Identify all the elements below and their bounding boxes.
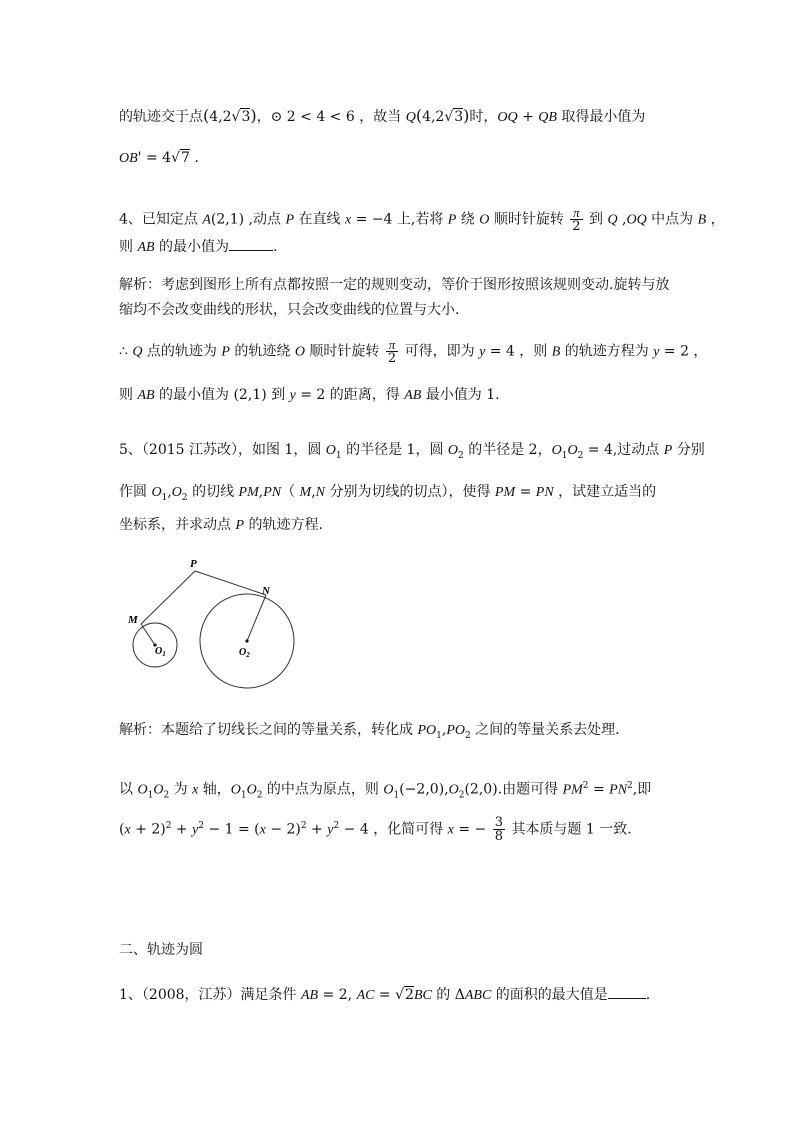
- text-line-1: 的轨迹交于点(4,2√3)，⊙ 2 < 4 < 6 ，故当 Q(4,2√3)时，OQ + QB 取得最小值为: [119, 106, 646, 125]
- point-o2: [245, 639, 248, 642]
- label-o2: $O_2$: [239, 647, 250, 659]
- text-line-6: 缩均不会改变曲线的形状，只会改变曲线的位置与大小.: [119, 302, 460, 318]
- label-o1: $O_1$: [155, 646, 166, 658]
- radius-o1m: [141, 624, 155, 645]
- text-line-3: 4、已知定点 A(2,1) ,动点 P 在直线 x = −4 上,若将 P 绕 O 顺时针旋转 $\frac{\pi}{2}$ 到 Q ,OQ 中点为 B ，: [119, 205, 725, 234]
- label-n: N: [262, 585, 270, 597]
- text-line-2: OB' = 4√7 .: [119, 150, 199, 166]
- tangent-pn: [195, 571, 266, 595]
- text-line-9: 5、（2015 江苏改），如图 1，圆 $O_1$ 的半径是 1，圆 $O_2$ 的半径是 2，$O_1O_2 = 4$,过动点 P 分别: [119, 442, 705, 461]
- label-p: P: [190, 558, 197, 570]
- tangent-pm: [141, 571, 195, 624]
- text-line-16: 1、（2008，江苏）满足条件 AB = 2, AC = √2BC 的 ΔABC 的面积的最大值是 .: [119, 987, 651, 1003]
- text-line-8: 则 AB 的最小值为 (2,1) 到 y = 2 的距离，得 AB 最小值为 1.: [119, 387, 500, 403]
- figure-tangent-circles: [115, 553, 315, 693]
- radius-o2n: [247, 595, 266, 641]
- text-line-14: $(x + 2)^2 + y^2 - 1 = (x - 2)^2 + y^2 - 4$ ，化简可得 x = − $\frac{3}{8}$ 其本质与题 1 一致.: [119, 815, 632, 845]
- text-line-5: 解析：考虑到图形上所有点都按照一定的规则变动，等价于图形按照该规则变动.旋转与放: [119, 277, 670, 293]
- section-heading: 二、轨迹为圆: [119, 942, 203, 958]
- text-line-7: ∴ Q 点的轨迹为 P 的轨迹绕 O 顺时针旋转 $\frac{\pi}{2}$ 可得，即为 y = 4 ，则 B 的轨迹方程为 y = 2 ，: [119, 337, 708, 366]
- text-line-10: 作圆 $O_1,O_2$ 的切线 PM,PN（ M,N 分别为切线的切点），使得 PM = PN ，试建立适当的: [119, 484, 657, 503]
- label-m: M: [128, 614, 138, 626]
- text-line-11: 坐标系，并求动点 P 的轨迹方程.: [119, 517, 323, 533]
- text-line-4: 则 AB 的最小值为 .: [119, 239, 278, 255]
- text-line-13: 以 $O_1O_2$ 为 x 轴，$O_1O_2$ 的中点为原点，则 $O_1(-2,0),O_2(2,0)$.由题可得 $PM^2 = PN^2$,即: [119, 781, 652, 801]
- text-line-12: 解析：本题给了切线长之间的等量关系，转化成 $PO_1,PO_2$ 之间的等量关系去处理.: [119, 722, 620, 741]
